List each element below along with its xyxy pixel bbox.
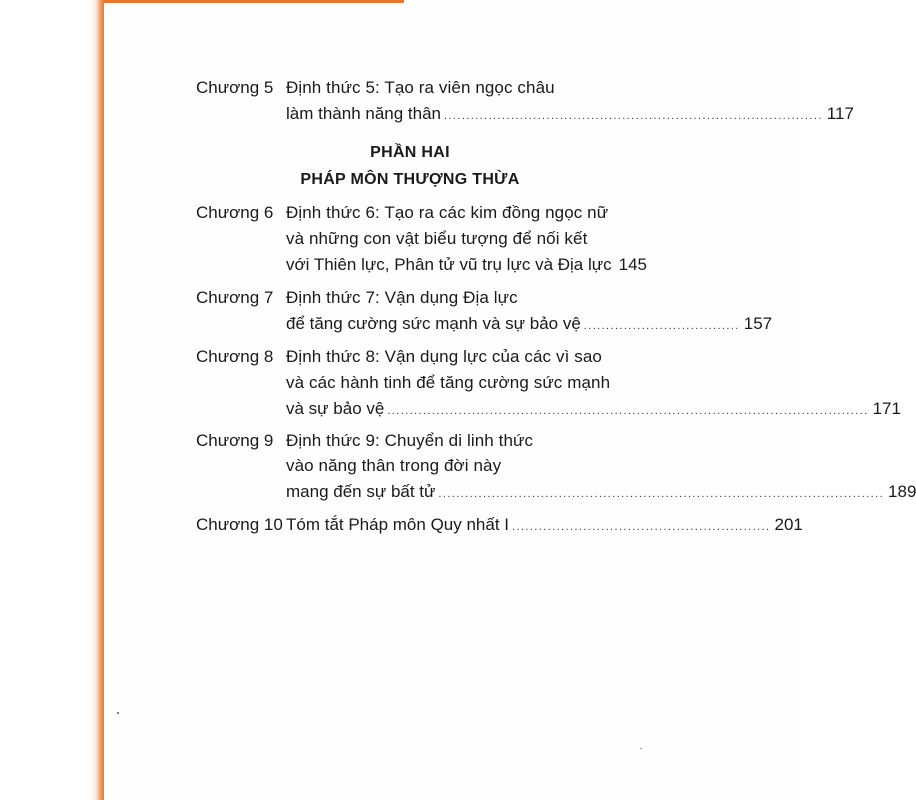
paper-speck	[640, 748, 642, 749]
toc-chapter-9-line1: Định thức 9: Chuyển di linh thức	[286, 431, 534, 450]
toc-chapter-8-line3-text: và sự bảo vệ	[286, 399, 385, 418]
toc-chapter-8-line3	[286, 398, 901, 422]
toc-chapter-10-page: 201	[774, 515, 803, 534]
toc-chapter-5-label: Chương 5	[196, 78, 274, 97]
leader-dots: ....................................................................................................	[438, 488, 885, 500]
leader-dots: ..........................................................	[512, 521, 771, 533]
toc-chapter-9-line2: vào năng thân trong đời này	[286, 456, 502, 475]
toc-chapter-7-line2-text: để tăng cường sức mạnh và sự bảo vệ	[286, 314, 581, 333]
toc-chapter-7-label: Chương 7	[196, 288, 274, 307]
toc-chapter-8-label: Chương 8	[196, 347, 274, 366]
page-top-edge	[104, 0, 404, 3]
toc-chapter-6-label: Chương 6	[196, 203, 274, 222]
toc-chapter-7-page: 157	[743, 314, 773, 333]
part-two-subtitle: PHÁP MÔN THƯỢNG THỪA	[300, 171, 520, 188]
toc-chapter-6-line2: và những con vật biểu tượng để nối kết	[286, 229, 588, 248]
toc-chapter-9-label: Chương 9	[196, 431, 274, 450]
toc-chapter-5-line2-text: làm thành năng thân	[286, 104, 442, 123]
page-edge-orange	[0, 0, 104, 800]
paper-speck	[117, 712, 119, 714]
toc-chapter-6-page: 145	[618, 255, 648, 274]
toc-chapter-9-page: 189	[888, 482, 916, 501]
toc-chapter-9-line3	[286, 481, 916, 505]
part-two-title: PHẦN HAI	[370, 144, 450, 161]
toc-chapter-10-line1-text: Tóm tắt Pháp môn Quy nhất I	[286, 515, 510, 534]
toc-chapter-8-page: 171	[872, 399, 901, 418]
leader-dots: ............................................................................................................	[387, 405, 869, 417]
toc-chapter-5-line2	[286, 103, 854, 127]
toc-chapter-5-page: 117	[826, 104, 854, 123]
toc-chapter-6-line1: Định thức 6: Tạo ra các kim đồng ngọc nữ	[286, 203, 609, 222]
toc-chapter-8-line1: Định thức 8: Vận dụng lực của các vì sao	[286, 347, 602, 366]
toc-chapter-8-line2: và các hành tinh để tăng cường sức mạnh	[286, 373, 611, 392]
toc-chapter-10-line1	[286, 514, 803, 538]
toc-chapter-7-line1: Định thức 7: Vận dụng Địa lực	[286, 288, 518, 307]
toc-chapter-9-line3-text: mang đến sự bất tử	[286, 482, 436, 501]
toc-chapter-7-line2	[286, 313, 773, 337]
toc-chapter-6-line3	[286, 254, 648, 278]
toc-chapter-10-label: Chương 10	[196, 515, 283, 534]
toc-chapter-5-line1: Định thức 5: Tạo ra viên ngọc châu	[286, 78, 555, 97]
leader-dots: .....................................................................................	[444, 110, 823, 122]
leader-dots: ...................................	[583, 320, 740, 332]
toc-chapter-6-line3-text: với Thiên lực, Phân tử vũ trụ lực và Địa lực	[286, 255, 612, 274]
